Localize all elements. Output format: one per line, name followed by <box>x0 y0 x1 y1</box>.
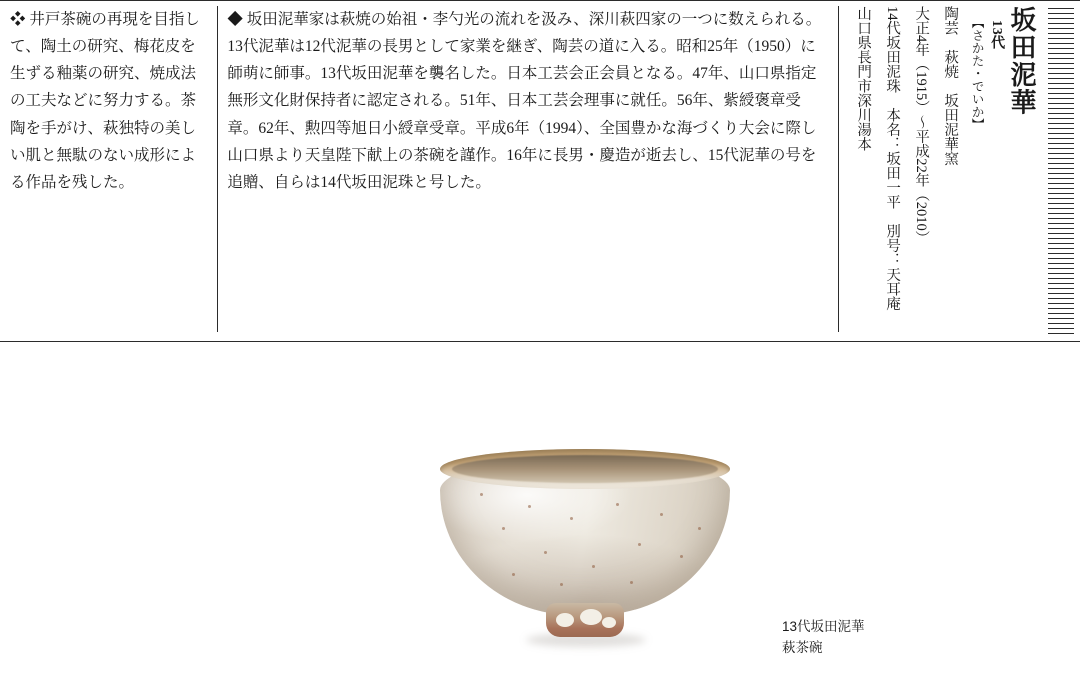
metadata-list <box>877 6 906 336</box>
divider-bottom <box>0 341 1080 342</box>
metadata-item: 陶芸 萩焼 坂田泥華窯 <box>942 6 959 166</box>
entry-heading <box>968 6 1036 336</box>
bowl-interior <box>452 455 718 483</box>
page-title: 坂田泥華 <box>1007 6 1036 117</box>
generation-badge: 13代 <box>989 20 1005 51</box>
metadata-list <box>906 6 935 336</box>
metadata-item: 14代坂田泥珠 本名：坂田一平 別号：天耳庵 <box>884 6 901 311</box>
metadata-list <box>935 6 964 336</box>
vertical-text-columns <box>10 6 1040 339</box>
photo-caption <box>782 617 865 659</box>
metadata-item: 大正4年（1915）〜平成22年（2010） <box>913 6 930 246</box>
tea-bowl-photo <box>430 445 740 655</box>
metadata-item: 山口県長門市深川湯本 <box>855 6 872 151</box>
biography-paragraph: ◆ 坂田泥華家は萩焼の始祖・李勺光の流れを汲み、深川萩四家の一つに数えられる。13代泥華は12代泥華の長男として家業を継ぎ、陶芸の道に入る。昭和25年（1950）に師萌に師事。13代坂田泥華を襲名した。日本工芸会正会員となる。47年、山口県指定無形文化財保持者に認定される。51年、日本工芸会理事に就任。56年、紫綬褒章受章。62年、勲四等旭日小綬章受章。平成6年（1994）、全国豊かな海づくり大会に際し山口県より天皇陛下献上の茶碗を謹作。16年に長男・慶造が逝去し、15代泥華の号を追贈、自らは14代坂田泥珠と号した。 <box>227 11 822 191</box>
caption-line-2: 萩茶碗 <box>782 639 823 655</box>
photo-area <box>0 345 1080 690</box>
name-reading: 【さかた・でいか】 <box>970 16 985 131</box>
divider-top <box>0 0 1080 1</box>
bowl-foot <box>546 603 624 637</box>
style-paragraph: ❖ 井戸茶碗の再現を目指して、陶土の研究、梅花皮を生ずる釉薬の研究、焼成法の工夫などに努力する。茶陶を手がけ、萩独特の美しい肌と無駄のない成形による作品を残した。 <box>10 11 200 191</box>
metadata-list <box>848 6 877 336</box>
decorative-hatch-band <box>1048 8 1074 334</box>
caption-line-1: 13代坂田泥華 <box>782 619 865 634</box>
